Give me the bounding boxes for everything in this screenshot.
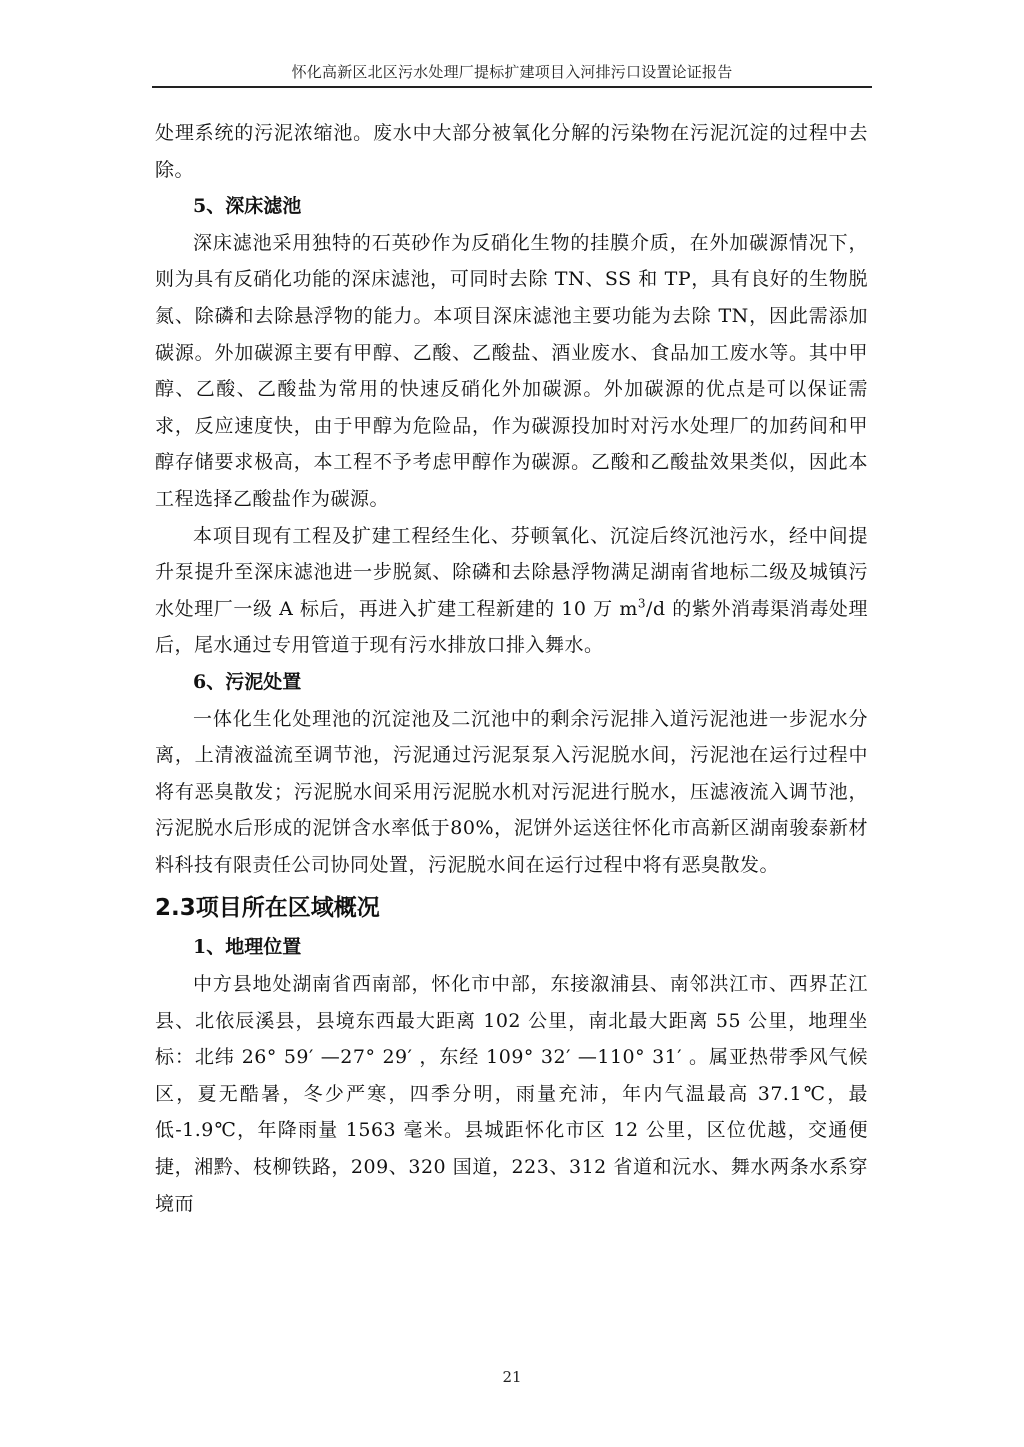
header-divider (152, 86, 872, 88)
page-body (155, 115, 868, 1222)
section-heading-2-3: 2.3项目所在区域概况 (155, 895, 380, 922)
paragraph-deep-bed-filter-2 (155, 518, 868, 664)
page-header-title: 怀化高新区北区污水处理厂提标扩建项目入河排污口设置论证报告 (291, 63, 733, 81)
heading-geographic-location: 1、地理位置 (193, 936, 302, 959)
heading-deep-bed-filter: 5、深床滤池 (193, 195, 302, 218)
continued-paragraph: 处理系统的污泥浓缩池。废水中大部分被氧化分解的污染物在污泥沉淀的过程中去除。 (155, 122, 868, 181)
paragraph-text-part2: /d 的紫外消毒渠消毒处理后，尾水通过专用管道于现有污水排放口排入舞水。 (155, 597, 868, 657)
paragraph-geographic-location: 中方县地处湖南省西南部，怀化市中部，东接溆浦县、南邻洪江市、西界芷江县、北依辰溪县，县境东西最大距离 102 公里，南北最大距离 55 公里，地理坐标：北纬 26° 59′ —27° 29′ ，东经 109° 32′ —110° 31′ 。属亚热带季风气候区，夏无酷暑，冬少严寒，四季分明，雨量充沛，年内气温最高 37.1℃，最低-1.9℃，年降雨量 1563 毫米。县城距怀化市区 12 公里，区位优越，交通便捷，湘黔、枝柳铁路，209、320 国道，223、312 省道和沅水、舞水两条水系穿境而 (155, 973, 868, 1215)
heading-sludge-disposal: 6、污泥处置 (193, 670, 302, 693)
page-number: 21 (502, 1368, 522, 1386)
paragraph-deep-bed-filter-1: 深床滤池采用独特的石英砂作为反硝化生物的挂膜介质，在外加碳源情况下，则为具有反硝化功能的深床滤池，可同时去除 TN、SS 和 TP，具有良好的生物脱氮、除磷和去除悬浮物的能力。本项目深床滤池主要功能为去除 TN，因此需添加碳源。外加碳源主要有甲醇、乙酸、乙酸盐、酒业废水、食品加工废水等。其中甲醇、乙酸、乙酸盐为常用的快速反硝化外加碳源。外加碳源的优点是可以保证需求，反应速度快，由于甲醇为危险品，作为碳源投加时对污水处理厂的加药间和甲醇存储要求极高，本工程不予考虑甲醇作为碳源。乙酸和乙酸盐效果类似，因此本工程选择乙酸盐作为碳源。 (155, 231, 868, 510)
superscript-3: 3 (637, 596, 646, 611)
paragraph-sludge-disposal: 一体化生化处理池的沉淀池及二沉池中的剩余污泥排入道污泥池进一步泥水分离，上清液溢流至调节池，污泥通过污泥泵泵入污泥脱水间，污泥池在运行过程中将有恶臭散发；污泥脱水间采用污泥脱水机对污泥进行脱水，压滤液流入调节池，污泥脱水后形成的泥饼含水率低于80%，泥饼外运送往怀化市高新区湖南骏泰新材料科技有限责任公司协同处置，污泥脱水间在运行过程中将有恶臭散发。 (155, 707, 868, 876)
paragraph-text-part1: 本项目现有工程及扩建工程经生化、芬顿氧化、沉淀后终沉池污水，经中间提升泵提升至深床滤池进一步脱氮、除磷和去除悬浮物满足湖南省地标二级及城镇污水处理厂一级 A 标后，再进入扩建工程新建的 10 万 m (155, 524, 868, 620)
